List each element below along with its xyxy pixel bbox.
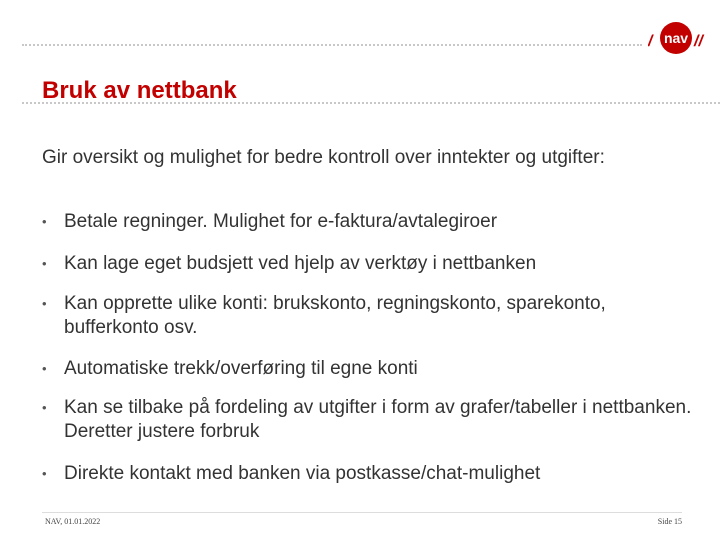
footer-divider bbox=[42, 512, 682, 513]
bullet-dot-icon: • bbox=[42, 256, 47, 271]
bullet-text: Kan opprette ulike konti: brukskonto, regningskonto, sparekonto, bufferkonto osv. bbox=[64, 293, 606, 338]
title-divider bbox=[22, 102, 720, 104]
bullet-item bbox=[42, 210, 702, 234]
bullet-item bbox=[42, 292, 702, 340]
nav-logo bbox=[648, 20, 708, 56]
bullet-text: Automatiske trekk/overføring til egne konti bbox=[64, 358, 418, 379]
bullet-dot-icon: • bbox=[42, 361, 47, 376]
logo-text: nav bbox=[663, 30, 689, 46]
svg-text:/: / bbox=[648, 33, 653, 50]
bullet-item bbox=[42, 396, 702, 444]
bullet-text: Kan se tilbake på fordeling av utgifter i form av grafer/tabeller i nettbanken. Deretter justere forbruk bbox=[64, 397, 692, 442]
bullet-text: Direkte kontakt med banken via postkasse/chat-mulighet bbox=[64, 463, 541, 484]
bullet-item bbox=[42, 462, 702, 486]
bullet-dot-icon: • bbox=[42, 400, 47, 415]
bullet-dot-icon: • bbox=[42, 466, 47, 481]
bullet-text: Kan lage eget budsjett ved hjelp av verktøy i nettbanken bbox=[64, 253, 537, 274]
svg-text://: // bbox=[694, 33, 703, 50]
bullet-dot-icon: • bbox=[42, 214, 47, 229]
slide-title: Bruk av nettbank bbox=[42, 77, 237, 104]
bullet-item bbox=[42, 357, 702, 381]
page-number: Side 15 bbox=[657, 517, 682, 526]
intro-text: Gir oversikt og mulighet for bedre kontroll over inntekter og utgifter: bbox=[42, 147, 605, 168]
bullet-text: Betale regninger. Mulighet for e-faktura/avtalegiroer bbox=[64, 211, 498, 232]
bullet-dot-icon: • bbox=[42, 296, 47, 311]
footer-date: NAV, 01.01.2022 bbox=[45, 517, 101, 526]
bullet-item bbox=[42, 252, 702, 276]
top-divider bbox=[22, 44, 642, 46]
